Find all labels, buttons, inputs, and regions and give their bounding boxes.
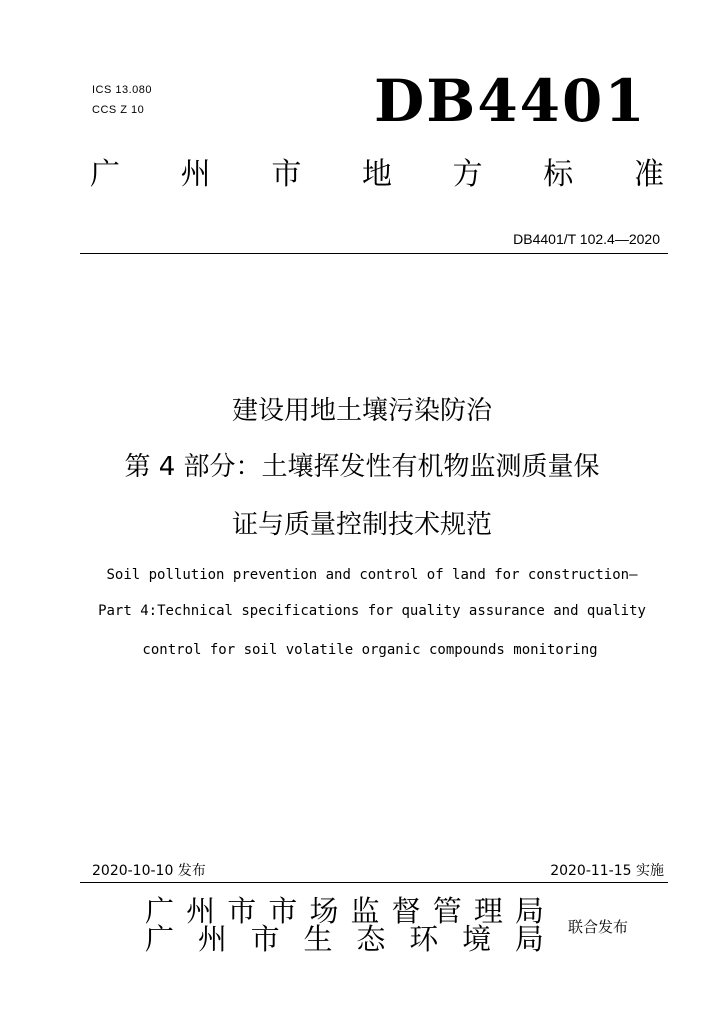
bottom-divider (80, 882, 668, 883)
standard-number: DB4401/T 102.4—2020 (513, 231, 660, 247)
agency-char: 态 (356, 922, 387, 956)
agency-char: 广 (145, 922, 176, 956)
top-divider (80, 253, 668, 254)
category-char: 市 (271, 157, 302, 192)
agency-char: 场 (309, 894, 340, 928)
ccs-code: CCS Z 10 (92, 104, 145, 116)
agency-char: 督 (391, 894, 422, 928)
category-char: 广 (90, 157, 120, 192)
title-cn-line-2: 第 4 部分：土壤挥发性有机物监测质量保 (124, 452, 600, 482)
agency-char: 环 (409, 922, 440, 956)
agency-char: 理 (473, 894, 504, 928)
title-cn-line-3: 证与质量控制技术规范 (231, 510, 492, 540)
title-en-line-1: Soil pollution prevention and control of land for construction— (106, 567, 638, 583)
standard-category (90, 157, 664, 192)
issue-date: 2020-10-10 发布 (92, 863, 206, 879)
agency-char: 局 (514, 894, 545, 928)
category-char: 方 (452, 157, 483, 192)
agency-char: 生 (303, 922, 334, 956)
agency-char: 市 (227, 894, 258, 928)
title-cn-line-1: 建设用地土壤污染防治 (231, 396, 492, 426)
category-char: 准 (633, 157, 664, 192)
ics-code: ICS 13.080 (92, 84, 153, 96)
category-char: 地 (361, 157, 392, 192)
implement-date: 2020-11-15 实施 (550, 863, 664, 879)
title-en-line-2: Part 4:Technical specifications for quality assurance and quality (98, 603, 646, 619)
category-char: 州 (180, 157, 211, 192)
db-logo: DB4401 (374, 67, 647, 135)
agency-char: 局 (514, 922, 545, 956)
agency-char: 州 (197, 922, 228, 956)
agency-char: 市 (268, 894, 299, 928)
agency-char: 州 (186, 894, 217, 928)
category-char: 标 (543, 157, 574, 192)
title-en-line-3: control for soil volatile organic compounds monitoring (142, 642, 598, 658)
agency-char: 境 (462, 922, 493, 956)
agency-ecology-environment (145, 922, 545, 956)
agency-char: 广 (145, 894, 176, 928)
joint-issue-label: 联合发布 (568, 918, 629, 936)
agency-char: 市 (250, 922, 281, 956)
agency-char: 管 (432, 894, 463, 928)
agency-char: 监 (350, 894, 381, 928)
